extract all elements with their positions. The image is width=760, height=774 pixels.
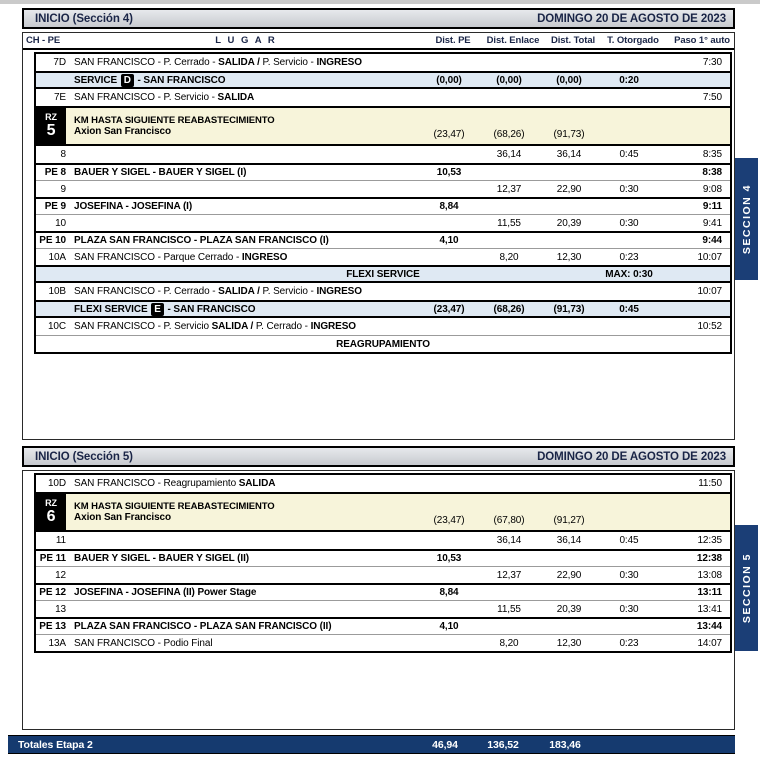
ch-code: 10D: [47, 478, 66, 489]
lugar-text-bold: - SAN FRANCISCO: [134, 74, 226, 86]
col-header-dist-pe: Dist. PE: [435, 35, 471, 46]
dist-total-value: 36,14: [556, 535, 582, 546]
paso-value: 8:35: [702, 149, 722, 160]
itinerary-row: [36, 71, 730, 89]
ch-code: 12: [55, 569, 66, 581]
lugar-text: P. Servicio -: [262, 286, 317, 297]
flexi-service-label: FLEXI SERVICE: [346, 268, 420, 280]
itinerary-row: [36, 335, 730, 352]
ch-code: PE 12: [39, 587, 66, 598]
t-otorgado-value: 0:45: [619, 149, 639, 160]
paso-value: 13:44: [696, 621, 722, 632]
rz-badge-number: 6: [46, 508, 56, 525]
itinerary-row: [36, 566, 730, 583]
dist-total-value: 12,30: [556, 251, 582, 263]
lugar-text: SAN FRANCISCO - P. Cerrado -: [74, 286, 219, 297]
t-otorgado-value: 0:30: [619, 183, 639, 195]
totals-dist-total: 183,46: [549, 738, 581, 751]
dist-enlace-value: (0,00): [496, 74, 522, 86]
dist-enlace-value: 11,55: [497, 603, 521, 615]
paso-value: [660, 127, 730, 144]
dist-pe-value: (23,47): [433, 303, 465, 315]
lugar-text-bold: FLEXI SERVICE: [74, 303, 151, 315]
rz-badge-label: RZ: [45, 112, 57, 122]
t-otorgado-value: 0:45: [619, 303, 639, 315]
t-otorgado-value: [598, 127, 660, 144]
ch-code: 13A: [48, 637, 66, 649]
itinerary-row: [36, 214, 730, 231]
itinerary-row: [36, 318, 730, 335]
lugar-text: P. Cerrado -: [255, 321, 311, 332]
paso-value: 9:11: [702, 201, 722, 212]
dist-pe-value: 8,84: [439, 201, 459, 212]
itinerary-row: [36, 549, 730, 566]
seccion-4-tab-label: SECCION 4: [740, 183, 753, 255]
col-header-ch-pe: CH - PE: [26, 35, 61, 46]
refuel-line-2: Axion San Francisco: [74, 511, 172, 523]
rz-badge-label: RZ: [45, 498, 57, 508]
paso-value: [660, 513, 730, 530]
itinerary-row: [36, 600, 730, 617]
dist-pe-value: 10,53: [436, 553, 462, 564]
ch-code: PE 8: [44, 167, 66, 178]
dist-enlace-value: 36,14: [496, 535, 522, 546]
lugar-cell: [66, 303, 420, 316]
dist-total-value: 22,90: [556, 183, 582, 195]
lugar-cell: [66, 553, 420, 564]
dist-enlace-value: 12,37: [496, 183, 522, 195]
t-otorgado-value: 0:23: [619, 251, 639, 263]
service-letter-badge: D: [121, 74, 134, 87]
lugar-text-bold: INGRESO: [316, 57, 362, 68]
dist-enlace-value: (67,80): [493, 515, 525, 526]
lugar-text: SAN FRANCISCO - P. Cerrado -: [74, 57, 219, 68]
itinerary-row: [36, 475, 730, 492]
paso-value: 7:30: [702, 57, 722, 68]
paso-value: 10:07: [697, 286, 722, 297]
itinerary-row: [36, 146, 730, 163]
itinerary-row: [36, 617, 730, 634]
dist-enlace-value: 12,37: [496, 569, 522, 581]
dist-total-value: 20,39: [556, 217, 582, 229]
itinerary-row: [36, 180, 730, 197]
lugar-text: SAN FRANCISCO - Reagrupamiento: [74, 478, 239, 489]
refuel-zone-badge: [36, 108, 66, 144]
t-otorgado-value: [598, 513, 660, 530]
t-otorgado-value: 0:23: [619, 637, 639, 649]
lugar-text-bold: JOSEFINA - JOSEFINA (II) Power Stage: [74, 587, 257, 598]
dist-enlace-value: (68,26): [493, 303, 525, 315]
dist-enlace-value: (68,26): [493, 129, 525, 140]
t-otorgado-value: 0:45: [619, 535, 639, 546]
lugar-text: SAN FRANCISCO - Parque Cerrado -: [74, 251, 242, 263]
dist-total-value: (91,73): [553, 303, 585, 315]
itinerary-row: [36, 532, 730, 549]
paso-value: 8:38: [702, 167, 722, 178]
dist-pe-value: (0,00): [436, 74, 462, 86]
lugar-text-bold: SALIDA /: [218, 286, 263, 297]
itinerary-row: [36, 583, 730, 600]
lugar-text-bold: SALIDA: [217, 92, 255, 103]
refuel-line-1: KM HASTA SIGUIENTE REABASTECIMIENTO: [74, 114, 275, 126]
lugar-text-bold: JOSEFINA - JOSEFINA (I): [74, 201, 193, 212]
lugar-cell: [66, 638, 420, 649]
max-time-value: MAX: 0:30: [605, 268, 653, 280]
paso-value: 13:08: [697, 569, 722, 581]
lugar-text-bold: - SAN FRANCISCO: [164, 303, 256, 315]
rz-badge-number: 5: [46, 122, 56, 139]
itinerary-row: [36, 492, 730, 532]
dist-total-value: (0,00): [556, 74, 582, 86]
lugar-cell: [66, 201, 420, 212]
col-header-dist-total: Dist. Total: [550, 35, 596, 46]
lugar-text: SAN FRANCISCO - P. Servicio: [74, 321, 212, 332]
dist-pe-value: 8,84: [439, 587, 459, 598]
section5-table: [22, 470, 735, 730]
lugar-text-bold: BAUER Y SIGEL - BAUER Y SIGEL (I): [74, 167, 247, 178]
lugar-text-bold: PLAZA SAN FRANCISCO - PLAZA SAN FRANCISCO (I): [74, 235, 329, 246]
lugar-cell: [66, 621, 420, 632]
ch-code: PE 10: [39, 235, 66, 246]
ch-code: PE 13: [39, 621, 66, 632]
itinerary-row: [36, 283, 730, 300]
section5-rows-box: [34, 473, 732, 653]
ch-code: 13: [55, 603, 66, 615]
t-otorgado-value: 0:30: [619, 569, 639, 581]
section5-header-bar: [22, 446, 735, 467]
refuel-zone-text: [66, 494, 420, 530]
col-header-paso-1-auto: Paso 1° auto: [674, 35, 730, 46]
col-header-dist-enlace: Dist. Enlace: [486, 35, 540, 46]
dist-pe-value: (23,47): [433, 129, 465, 140]
dist-total-value: (91,27): [553, 515, 585, 526]
refuel-line-2: Axion San Francisco: [74, 125, 172, 137]
lugar-cell: [66, 57, 420, 68]
dist-total-value: 22,90: [556, 569, 582, 581]
dist-enlace-value: 36,14: [496, 149, 522, 160]
totals-dist-enlace: 136,52: [487, 738, 519, 751]
lugar-text-bold: SALIDA /: [211, 321, 256, 332]
dist-enlace-value: 8,20: [499, 637, 519, 649]
totals-dist-pe: 46,94: [432, 738, 458, 751]
section5-title: INICIO (Sección 5): [35, 450, 133, 463]
col-header-lugar: L U G A R: [215, 35, 277, 46]
ch-code: PE 9: [44, 201, 66, 212]
column-header-row: [23, 33, 734, 50]
paso-value: 12:35: [697, 535, 722, 546]
lugar-text-bold: INGRESO: [241, 251, 288, 263]
lugar-cell: [66, 478, 420, 489]
ch-code: 8: [60, 149, 66, 160]
ch-code: PE 11: [39, 553, 66, 564]
lugar-text-bold: SERVICE: [74, 74, 120, 86]
section4-header-bar: [22, 8, 735, 29]
col-header-t-otorgado: T. Otorgado: [607, 35, 659, 46]
itinerary-row: [36, 163, 730, 180]
lugar-text-bold: SALIDA /: [218, 57, 263, 68]
totals-label: Totales Etapa 2: [18, 738, 93, 751]
lugar-cell: [66, 286, 420, 297]
section4-date: DOMINGO 20 DE AGOSTO DE 2023: [537, 12, 726, 25]
lugar-cell: [66, 92, 420, 103]
seccion-5-tab: [735, 525, 758, 651]
totals-bar: [8, 735, 735, 754]
ch-code: 9: [60, 183, 66, 195]
section4-table: [22, 32, 735, 440]
itinerary-row: [36, 265, 730, 283]
seccion-5-tab-label: SECCION 5: [740, 552, 753, 624]
itinerary-row: [36, 300, 730, 318]
refuel-zone-text: [66, 108, 420, 144]
refuel-zone-badge: [36, 494, 66, 530]
ch-code: 7D: [53, 57, 66, 68]
dist-total-value: 20,39: [556, 603, 582, 615]
lugar-cell: [66, 167, 420, 178]
lugar-text-bold: PLAZA SAN FRANCISCO - PLAZA SAN FRANCISCO (II): [74, 621, 332, 632]
t-otorgado-value: 0:30: [619, 217, 639, 229]
paso-value: 12:38: [696, 553, 722, 564]
dist-total-value: 36,14: [556, 149, 582, 160]
lugar-text-bold: SALIDA: [238, 478, 276, 489]
paso-value: 9:44: [702, 235, 722, 246]
dist-pe-value: (23,47): [433, 515, 465, 526]
section4-rows-box: [34, 52, 732, 354]
lugar-text-bold: INGRESO: [316, 286, 362, 297]
refuel-line-1: KM HASTA SIGUIENTE REABASTECIMIENTO: [74, 500, 275, 512]
paso-value: 10:07: [697, 251, 722, 263]
section4-title: INICIO (Sección 4): [35, 12, 133, 25]
lugar-text: SAN FRANCISCO - Podio Final: [74, 637, 213, 649]
paso-value: 10:52: [697, 321, 722, 332]
dist-total-value: 12,30: [556, 637, 582, 649]
paso-value: 13:11: [697, 587, 722, 598]
dist-enlace-value: 8,20: [499, 251, 519, 263]
regroup-label: REAGRUPAMIENTO: [336, 338, 430, 350]
dist-enlace-value: 11,55: [497, 217, 521, 229]
paso-value: 14:07: [697, 637, 722, 649]
dist-pe-value: 4,10: [439, 621, 459, 632]
itinerary-row: [36, 106, 730, 146]
lugar-cell: [66, 587, 420, 598]
lugar-text: P. Servicio -: [262, 57, 317, 68]
itinerary-row: [36, 634, 730, 651]
lugar-cell: [66, 235, 420, 246]
lugar-text-bold: INGRESO: [310, 321, 356, 332]
t-otorgado-value: 0:30: [619, 603, 639, 615]
lugar-cell: [66, 321, 420, 332]
lugar-text: SAN FRANCISCO - P. Servicio -: [74, 92, 218, 103]
lugar-cell: [66, 74, 420, 87]
service-letter-badge: E: [151, 303, 164, 316]
paso-value: 11:50: [698, 478, 722, 489]
itinerary-row: [36, 89, 730, 106]
t-otorgado-value: 0:20: [619, 74, 639, 86]
paso-value: 9:08: [702, 183, 722, 195]
section5-date: DOMINGO 20 DE AGOSTO DE 2023: [537, 450, 726, 463]
ch-code: 7E: [53, 92, 66, 103]
ch-code: 10: [55, 217, 66, 229]
paso-value: 7:50: [702, 92, 722, 103]
itinerary-row: [36, 197, 730, 214]
dist-pe-value: 10,53: [436, 167, 462, 178]
ch-code: 10B: [48, 286, 66, 297]
ch-code: 11: [55, 535, 66, 546]
lugar-text-bold: BAUER Y SIGEL - BAUER Y SIGEL (II): [74, 553, 249, 564]
paso-value: 13:41: [697, 603, 722, 615]
itinerary-row: [36, 231, 730, 248]
dist-total-value: (91,73): [553, 129, 585, 140]
itinerary-row: [36, 248, 730, 265]
ch-code: 10A: [48, 251, 66, 263]
paso-value: 9:41: [702, 217, 722, 229]
itinerary-row: [36, 54, 730, 71]
page-top-edge: [0, 0, 760, 4]
lugar-cell: [66, 252, 420, 263]
dist-pe-value: 4,10: [439, 235, 459, 246]
ch-code: 10C: [47, 321, 66, 332]
seccion-4-tab: [735, 158, 758, 280]
